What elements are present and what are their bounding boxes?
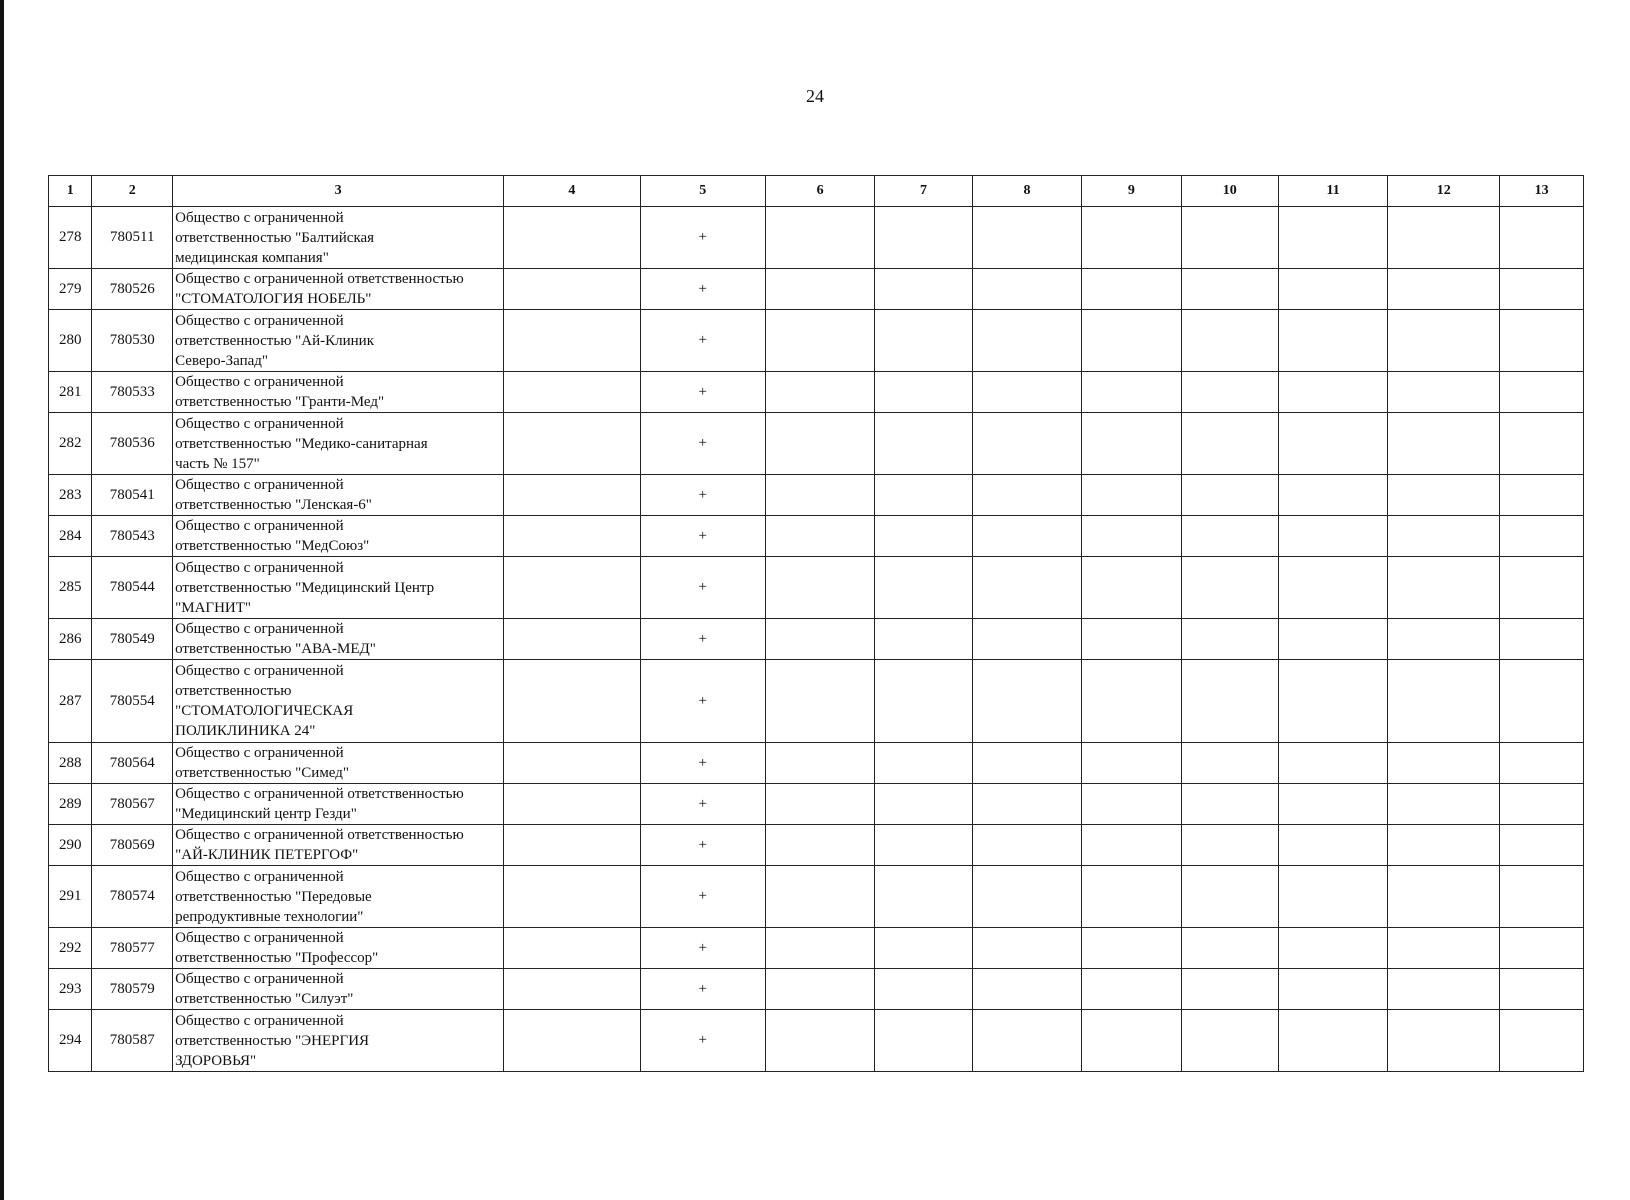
cell-col-4 (504, 310, 641, 372)
cell-col-12 (1388, 825, 1500, 866)
cell-col-8 (972, 825, 1082, 866)
cell-col-8 (972, 269, 1082, 310)
cell-col-11 (1278, 413, 1388, 475)
cell-col-10 (1181, 743, 1278, 784)
organization-code: 780533 (92, 372, 173, 413)
organization-name-line: ответственностью "Медико-санитарная (175, 435, 428, 452)
row-number: 290 (49, 825, 92, 866)
organization-code: 780579 (92, 969, 173, 1010)
cell-col-6 (765, 413, 875, 475)
organization-name-line: ответственностью "Передовые (175, 888, 372, 905)
cell-col-8 (972, 475, 1082, 516)
cell-col-7 (875, 784, 972, 825)
cell-col-9 (1082, 207, 1181, 269)
row-number: 283 (49, 475, 92, 516)
mark-col-5: + (640, 372, 765, 413)
cell-col-11 (1278, 866, 1388, 928)
table-row (49, 866, 1584, 928)
organization-name-line: Общество с ограниченной (175, 930, 344, 946)
cell-col-10 (1181, 866, 1278, 928)
column-header-1: 1 (49, 176, 92, 207)
row-number: 292 (49, 928, 92, 969)
table-row (49, 207, 1584, 269)
row-number: 291 (49, 866, 92, 928)
column-header-9: 9 (1082, 176, 1181, 207)
mark-col-5: + (640, 475, 765, 516)
cell-col-10 (1181, 372, 1278, 413)
cell-col-4 (504, 969, 641, 1010)
cell-col-13 (1500, 310, 1584, 372)
organization-name-line: ответственностью "ЭНЕРГИЯ (175, 1032, 370, 1049)
cell-col-13 (1500, 1010, 1584, 1072)
table-row (49, 825, 1584, 866)
cell-col-6 (765, 475, 875, 516)
cell-col-9 (1082, 619, 1181, 660)
organization-code: 780543 (92, 516, 173, 557)
cell-col-12 (1388, 413, 1500, 475)
cell-col-9 (1082, 866, 1181, 928)
table-row (49, 557, 1584, 619)
organization-name-line: ответственностью "Гранти-Мед" (175, 394, 385, 410)
mark-col-5: + (640, 619, 765, 660)
cell-col-4 (504, 866, 641, 928)
organization-name-line: ответственностью "Медицинский Центр (175, 579, 435, 596)
cell-col-11 (1278, 619, 1388, 660)
cell-col-8 (972, 784, 1082, 825)
table-row (49, 619, 1584, 660)
row-number: 281 (49, 372, 92, 413)
cell-col-7 (875, 372, 972, 413)
mark-col-5: + (640, 413, 765, 475)
cell-col-6 (765, 969, 875, 1010)
cell-col-6 (765, 619, 875, 660)
organization-name (173, 825, 504, 866)
organization-name (173, 372, 504, 413)
organization-name (173, 475, 504, 516)
organization-code: 780587 (92, 1010, 173, 1072)
organization-name-line: ответственностью (175, 683, 292, 699)
organization-name-line: Общество с ограниченной (175, 663, 344, 679)
column-header-6: 6 (765, 176, 875, 207)
organization-name-line: "СТОМАТОЛОГИЧЕСКАЯ (175, 703, 354, 719)
cell-col-8 (972, 1010, 1082, 1072)
organization-code: 780577 (92, 928, 173, 969)
cell-col-8 (972, 413, 1082, 475)
organization-name-line: Общество с ограниченной (175, 415, 344, 432)
cell-col-10 (1181, 969, 1278, 1010)
organization-name-line: ответственностью "МедСоюз" (175, 538, 370, 554)
organization-name-line: Общество с ограниченной (175, 518, 344, 534)
organization-name-line: Общество с ограниченной (175, 209, 344, 226)
organization-name-line: репродуктивные технологии" (175, 908, 364, 925)
cell-col-11 (1278, 743, 1388, 784)
organization-code: 780549 (92, 619, 173, 660)
cell-col-9 (1082, 969, 1181, 1010)
mark-col-5: + (640, 969, 765, 1010)
table-row (49, 928, 1584, 969)
page-number: 24 (806, 86, 824, 106)
cell-col-8 (972, 516, 1082, 557)
organization-name-line: Общество с ограниченной (175, 745, 344, 761)
organization-name-line: ответственностью "Ленская-6" (175, 497, 372, 513)
column-header-13: 13 (1500, 176, 1584, 207)
cell-col-11 (1278, 372, 1388, 413)
cell-col-10 (1181, 475, 1278, 516)
cell-col-11 (1278, 928, 1388, 969)
cell-col-10 (1181, 1010, 1278, 1072)
organization-name (173, 207, 504, 269)
cell-col-8 (972, 866, 1082, 928)
table-row (49, 475, 1584, 516)
cell-col-4 (504, 475, 641, 516)
row-number: 278 (49, 207, 92, 269)
cell-col-8 (972, 619, 1082, 660)
cell-col-8 (972, 928, 1082, 969)
organization-name-line: Общество с ограниченной (175, 374, 344, 390)
organization-name (173, 928, 504, 969)
organization-name-line: Общество с ограниченной ответственностью (175, 786, 464, 802)
organization-code: 780530 (92, 310, 173, 372)
cell-col-12 (1388, 207, 1500, 269)
cell-col-13 (1500, 269, 1584, 310)
cell-col-7 (875, 969, 972, 1010)
organization-name-line: Общество с ограниченной ответственностью (175, 827, 464, 843)
cell-col-7 (875, 413, 972, 475)
cell-col-4 (504, 1010, 641, 1072)
cell-col-11 (1278, 969, 1388, 1010)
column-header-7: 7 (875, 176, 972, 207)
organization-name-line: ЗДОРОВЬЯ" (175, 1052, 257, 1069)
cell-col-4 (504, 516, 641, 557)
organization-name-line: ПОЛИКЛИНИКА 24" (175, 723, 316, 739)
cell-col-4 (504, 660, 641, 743)
cell-col-11 (1278, 825, 1388, 866)
cell-col-12 (1388, 969, 1500, 1010)
cell-col-12 (1388, 269, 1500, 310)
registry-table (48, 175, 1584, 1072)
table-body (49, 207, 1584, 1072)
organization-name-line: Общество с ограниченной (175, 312, 344, 329)
cell-col-10 (1181, 516, 1278, 557)
cell-col-6 (765, 866, 875, 928)
organization-name (173, 269, 504, 310)
cell-col-9 (1082, 413, 1181, 475)
cell-col-10 (1181, 928, 1278, 969)
cell-col-11 (1278, 475, 1388, 516)
cell-col-12 (1388, 1010, 1500, 1072)
cell-col-12 (1388, 928, 1500, 969)
cell-col-9 (1082, 1010, 1181, 1072)
cell-col-12 (1388, 619, 1500, 660)
organization-name-line: Общество с ограниченной (175, 621, 344, 637)
cell-col-7 (875, 928, 972, 969)
cell-col-4 (504, 743, 641, 784)
column-header-12: 12 (1388, 176, 1500, 207)
row-number: 286 (49, 619, 92, 660)
mark-col-5: + (640, 310, 765, 372)
row-number: 294 (49, 1010, 92, 1072)
cell-col-9 (1082, 928, 1181, 969)
organization-code: 780544 (92, 557, 173, 619)
cell-col-13 (1500, 619, 1584, 660)
organization-name-line: "АЙ-КЛИНИК ПЕТЕРГОФ" (175, 847, 359, 863)
row-number: 287 (49, 660, 92, 743)
cell-col-12 (1388, 372, 1500, 413)
cell-col-10 (1181, 413, 1278, 475)
column-header-11: 11 (1278, 176, 1388, 207)
mark-col-5: + (640, 743, 765, 784)
row-number: 284 (49, 516, 92, 557)
organization-name-line: медицинская компания" (175, 249, 329, 266)
organization-name-line: "Медицинский центр Гезди" (175, 806, 357, 822)
row-number: 288 (49, 743, 92, 784)
organization-name (173, 969, 504, 1010)
cell-col-8 (972, 372, 1082, 413)
cell-col-8 (972, 743, 1082, 784)
column-header-5: 5 (640, 176, 765, 207)
cell-col-11 (1278, 784, 1388, 825)
table-row (49, 743, 1584, 784)
table-row (49, 310, 1584, 372)
cell-col-8 (972, 557, 1082, 619)
organization-name-line: ответственностью "Силуэт" (175, 991, 354, 1007)
cell-col-6 (765, 825, 875, 866)
table-row (49, 269, 1584, 310)
cell-col-9 (1082, 516, 1181, 557)
cell-col-6 (765, 1010, 875, 1072)
organization-name (173, 866, 504, 928)
row-number: 293 (49, 969, 92, 1010)
cell-col-12 (1388, 475, 1500, 516)
cell-col-9 (1082, 372, 1181, 413)
mark-col-5: + (640, 784, 765, 825)
cell-col-6 (765, 660, 875, 743)
cell-col-4 (504, 928, 641, 969)
column-header-2: 2 (92, 176, 173, 207)
column-header-3: 3 (173, 176, 504, 207)
cell-col-11 (1278, 207, 1388, 269)
organization-name-line: ответственностью "Балтийская (175, 229, 375, 246)
organization-name-line: ответственностью "Симед" (175, 765, 350, 781)
table-row (49, 969, 1584, 1010)
cell-col-6 (765, 557, 875, 619)
cell-col-13 (1500, 866, 1584, 928)
cell-col-4 (504, 207, 641, 269)
cell-col-12 (1388, 557, 1500, 619)
table-row (49, 413, 1584, 475)
scan-edge (0, 0, 4, 1200)
cell-col-4 (504, 372, 641, 413)
column-header-4: 4 (504, 176, 641, 207)
organization-name-line: Общество с ограниченной (175, 868, 344, 885)
organization-name (173, 516, 504, 557)
mark-col-5: + (640, 866, 765, 928)
mark-col-5: + (640, 207, 765, 269)
cell-col-12 (1388, 660, 1500, 743)
table-row (49, 660, 1584, 743)
cell-col-12 (1388, 310, 1500, 372)
cell-col-4 (504, 784, 641, 825)
cell-col-8 (972, 310, 1082, 372)
cell-col-7 (875, 1010, 972, 1072)
cell-col-4 (504, 269, 641, 310)
organization-code: 780569 (92, 825, 173, 866)
organization-name (173, 660, 504, 743)
cell-col-10 (1181, 660, 1278, 743)
organization-name (173, 310, 504, 372)
cell-col-8 (972, 207, 1082, 269)
cell-col-9 (1082, 743, 1181, 784)
column-header-8: 8 (972, 176, 1082, 207)
cell-col-13 (1500, 372, 1584, 413)
cell-col-6 (765, 743, 875, 784)
row-number: 285 (49, 557, 92, 619)
cell-col-12 (1388, 866, 1500, 928)
organization-name-line: Общество с ограниченной (175, 477, 344, 493)
header-row (49, 176, 1584, 207)
cell-col-9 (1082, 310, 1181, 372)
mark-col-5: + (640, 557, 765, 619)
organization-code: 780536 (92, 413, 173, 475)
mark-col-5: + (640, 1010, 765, 1072)
mark-col-5: + (640, 516, 765, 557)
cell-col-10 (1181, 557, 1278, 619)
cell-col-7 (875, 743, 972, 784)
cell-col-12 (1388, 516, 1500, 557)
cell-col-10 (1181, 207, 1278, 269)
cell-col-12 (1388, 784, 1500, 825)
cell-col-7 (875, 825, 972, 866)
cell-col-7 (875, 269, 972, 310)
cell-col-11 (1278, 660, 1388, 743)
organization-name (173, 1010, 504, 1072)
cell-col-4 (504, 619, 641, 660)
cell-col-13 (1500, 825, 1584, 866)
cell-col-7 (875, 619, 972, 660)
row-number: 279 (49, 269, 92, 310)
cell-col-9 (1082, 784, 1181, 825)
organization-code: 780567 (92, 784, 173, 825)
cell-col-9 (1082, 269, 1181, 310)
cell-col-10 (1181, 619, 1278, 660)
table-row (49, 1010, 1584, 1072)
mark-col-5: + (640, 928, 765, 969)
cell-col-11 (1278, 1010, 1388, 1072)
mark-col-5: + (640, 825, 765, 866)
cell-col-13 (1500, 413, 1584, 475)
organization-name-line: "СТОМАТОЛОГИЯ НОБЕЛЬ" (175, 291, 372, 307)
cell-col-6 (765, 269, 875, 310)
organization-name-line: Северо-Запад" (175, 352, 269, 369)
cell-col-6 (765, 310, 875, 372)
column-header-10: 10 (1181, 176, 1278, 207)
cell-col-13 (1500, 928, 1584, 969)
cell-col-7 (875, 660, 972, 743)
cell-col-10 (1181, 269, 1278, 310)
organization-name-line: Общество с ограниченной (175, 1012, 344, 1029)
table-row (49, 516, 1584, 557)
cell-col-8 (972, 660, 1082, 743)
cell-col-13 (1500, 969, 1584, 1010)
cell-col-7 (875, 557, 972, 619)
organization-code: 780526 (92, 269, 173, 310)
cell-col-4 (504, 825, 641, 866)
cell-col-7 (875, 866, 972, 928)
organization-name-line: Общество с ограниченной ответственностью (175, 271, 464, 287)
organization-name (173, 619, 504, 660)
organization-name (173, 743, 504, 784)
cell-col-6 (765, 372, 875, 413)
row-number: 289 (49, 784, 92, 825)
cell-col-9 (1082, 660, 1181, 743)
cell-col-4 (504, 413, 641, 475)
cell-col-9 (1082, 557, 1181, 619)
organization-name-line: "МАГНИТ" (175, 599, 252, 616)
cell-col-11 (1278, 310, 1388, 372)
cell-col-13 (1500, 516, 1584, 557)
organization-name-line: часть № 157" (175, 455, 260, 472)
cell-col-13 (1500, 660, 1584, 743)
table-row (49, 372, 1584, 413)
cell-col-10 (1181, 310, 1278, 372)
cell-col-8 (972, 969, 1082, 1010)
table-row (49, 784, 1584, 825)
mark-col-5: + (640, 269, 765, 310)
organization-name-line: ответственностью "Профессор" (175, 950, 379, 966)
cell-col-13 (1500, 475, 1584, 516)
cell-col-11 (1278, 516, 1388, 557)
table-header (49, 176, 1584, 207)
organization-code: 780574 (92, 866, 173, 928)
cell-col-12 (1388, 743, 1500, 784)
cell-col-6 (765, 928, 875, 969)
cell-col-10 (1181, 825, 1278, 866)
organization-code: 780541 (92, 475, 173, 516)
cell-col-7 (875, 207, 972, 269)
cell-col-6 (765, 207, 875, 269)
cell-col-7 (875, 310, 972, 372)
cell-col-7 (875, 516, 972, 557)
organization-code: 780564 (92, 743, 173, 784)
cell-col-13 (1500, 743, 1584, 784)
organization-name-line: Общество с ограниченной (175, 559, 344, 576)
organization-name (173, 557, 504, 619)
organization-name (173, 413, 504, 475)
cell-col-10 (1181, 784, 1278, 825)
cell-col-9 (1082, 825, 1181, 866)
organization-name-line: ответственностью "АВА-МЕД" (175, 641, 376, 657)
cell-col-6 (765, 784, 875, 825)
organization-name (173, 784, 504, 825)
cell-col-13 (1500, 207, 1584, 269)
cell-col-11 (1278, 557, 1388, 619)
row-number: 280 (49, 310, 92, 372)
mark-col-5: + (640, 660, 765, 743)
cell-col-11 (1278, 269, 1388, 310)
organization-name-line: Общество с ограниченной (175, 971, 344, 987)
cell-col-4 (504, 557, 641, 619)
cell-col-13 (1500, 784, 1584, 825)
cell-col-6 (765, 516, 875, 557)
cell-col-13 (1500, 557, 1584, 619)
organization-code: 780511 (92, 207, 173, 269)
row-number: 282 (49, 413, 92, 475)
cell-col-7 (875, 475, 972, 516)
cell-col-9 (1082, 475, 1181, 516)
organization-name-line: ответственностью "Ай-Клиник (175, 332, 374, 349)
organization-code: 780554 (92, 660, 173, 743)
